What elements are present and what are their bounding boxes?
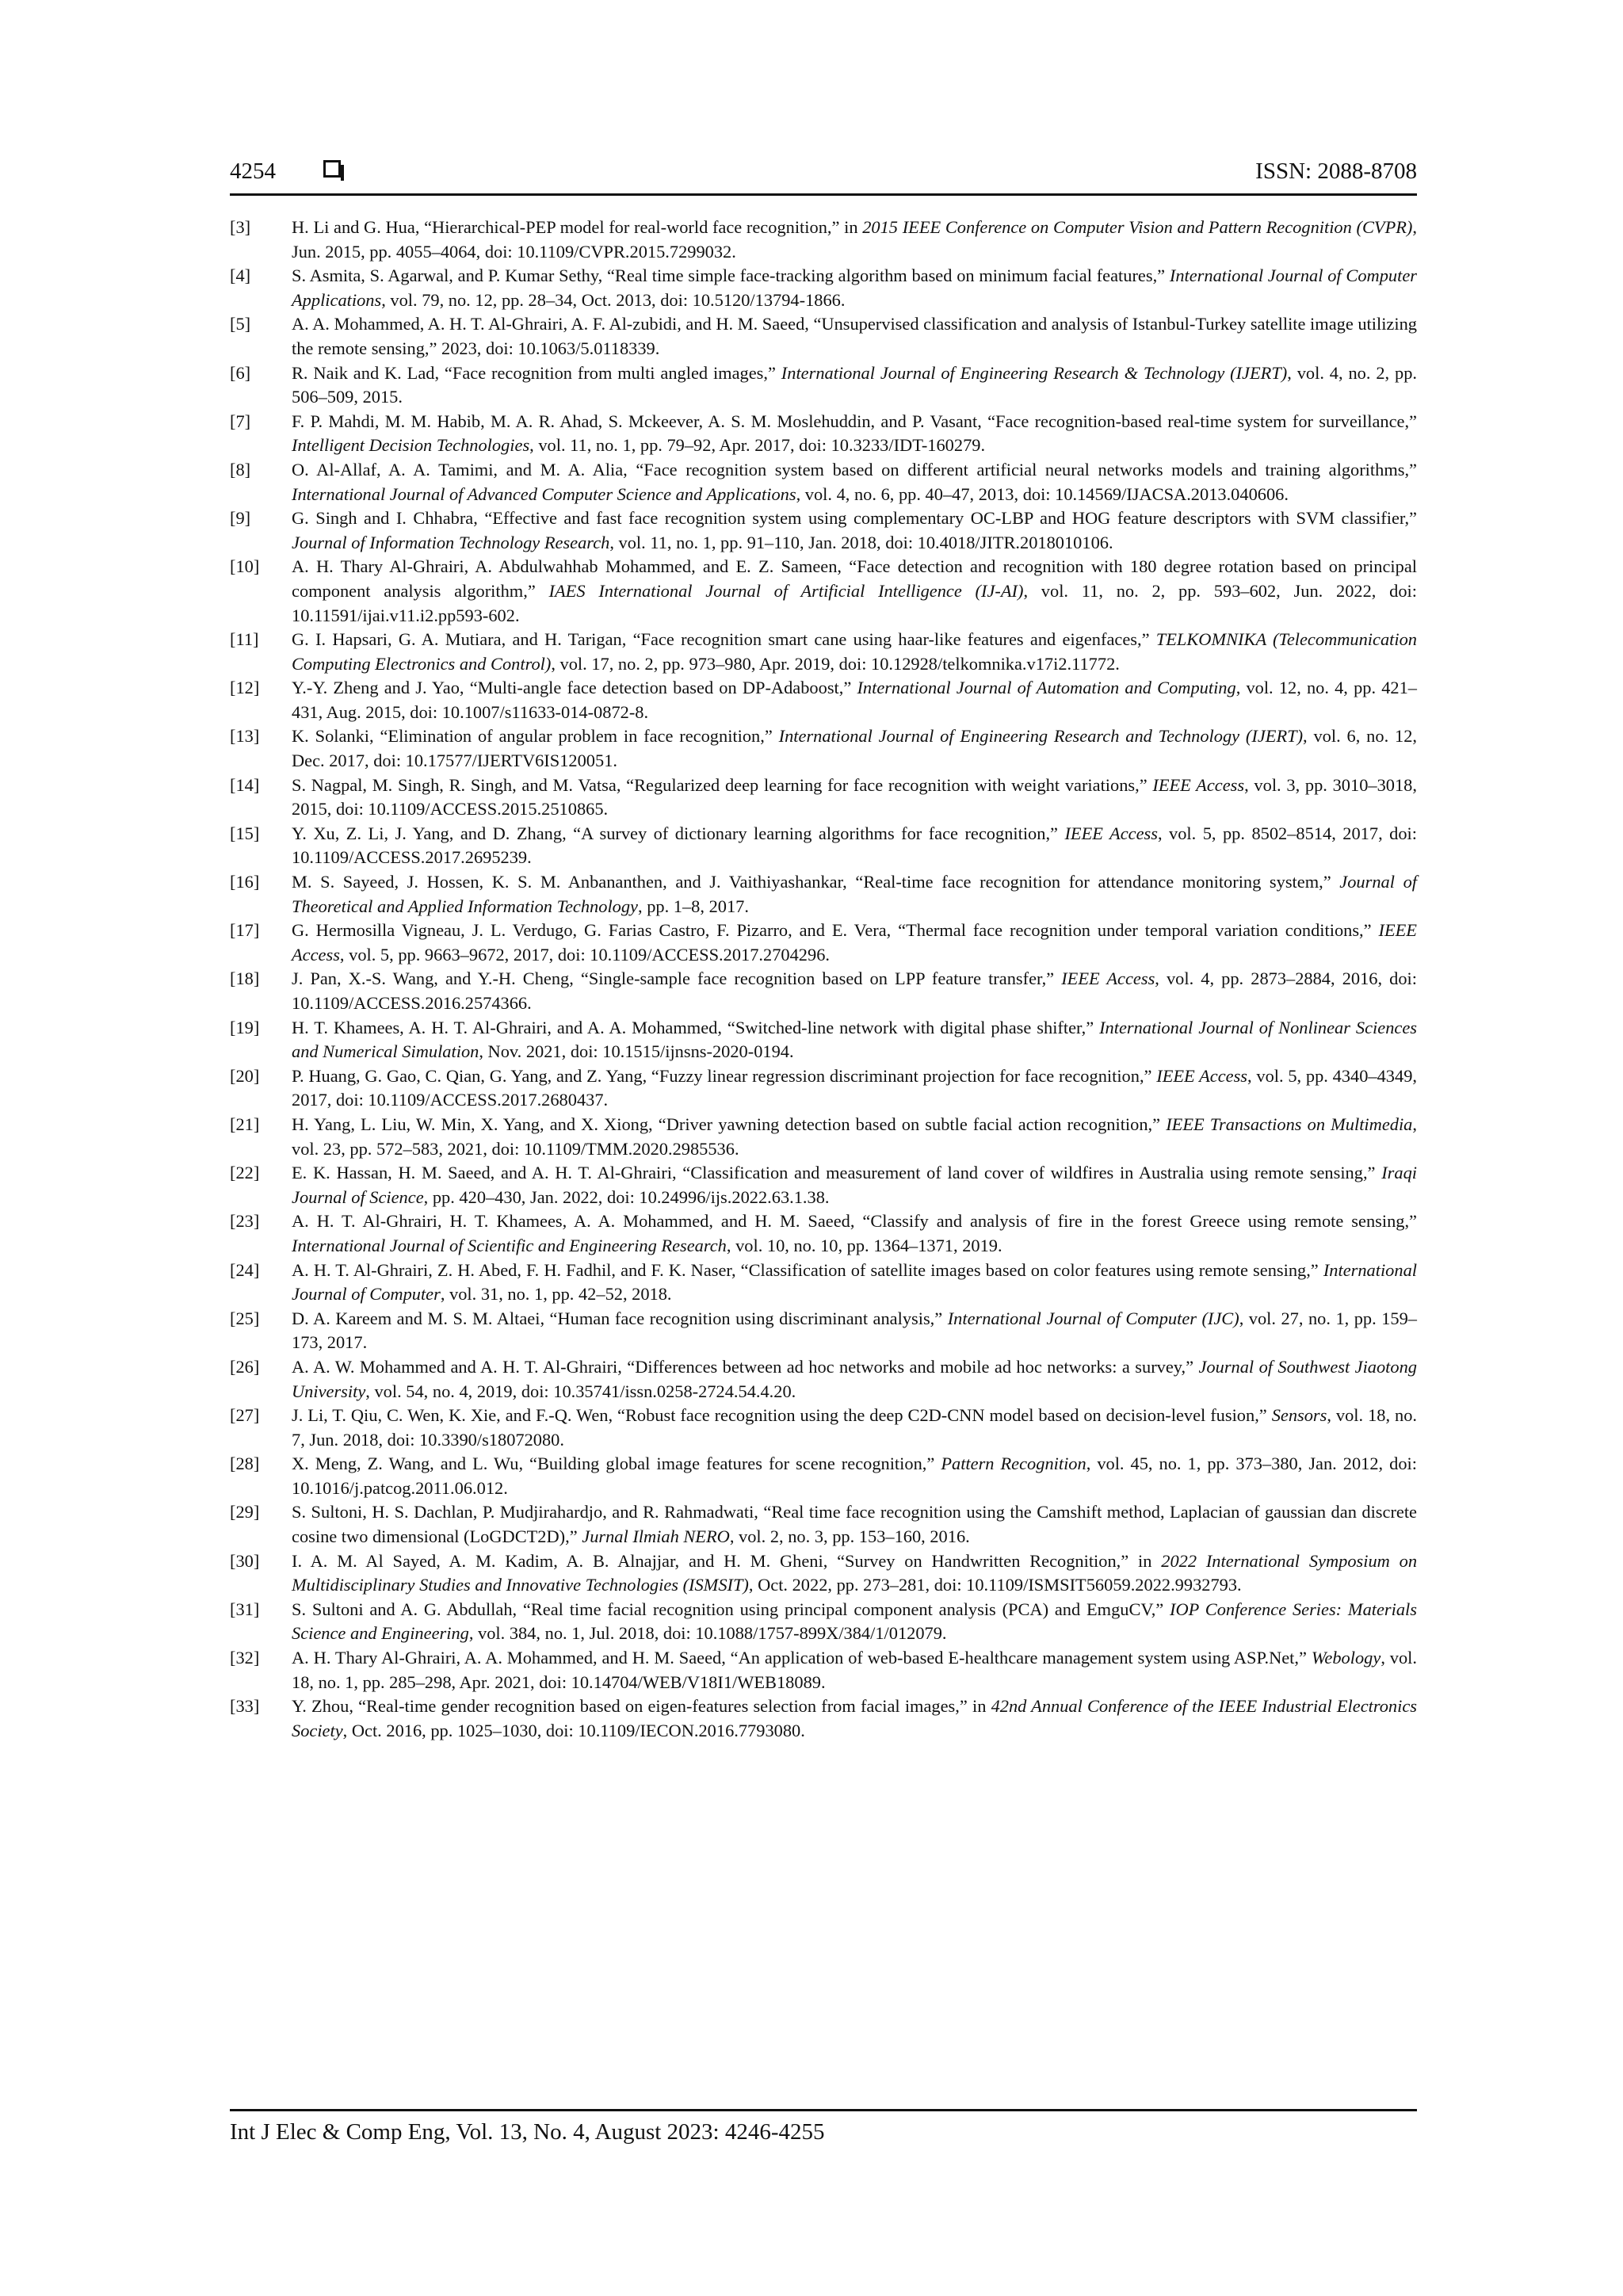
reference-venue: International Journal of Scientific and Engineering Research (292, 1235, 727, 1255)
reference-venue: Pattern Recognition (941, 1454, 1086, 1474)
reference-venue: International Journal of Engineering Research and Technology (IJERT) (778, 726, 1304, 747)
reference-venue: Webology (1311, 1648, 1381, 1668)
reference-segment: H. Li and G. Hua, “Hierarchical-PEP model for real-world face recognition,” in (292, 217, 863, 237)
reference-text (292, 508, 1417, 552)
reference-segment: , vol. 17, no. 2, pp. 973–980, Apr. 2019, doi: 10.12928/telkomnika.v17i2.11772. (551, 653, 1120, 674)
reference-segment: A. A. Mohammed, A. H. T. Al-Ghrairi, A. F. Al-zubidi, and H. M. Saeed, “Unsupervised classification and analysis of Istanbul-Turkey satellite image utilizing the remote sensing,” 2023, doi: 10.1063/5.0118339. (292, 314, 1417, 358)
reference-text (292, 726, 1417, 770)
reference-segment: , vol. 4, no. 6, pp. 40–47, 2013, doi: 10.14569/IJACSA.2013.040606. (796, 483, 1289, 504)
reference-item (230, 967, 1417, 1015)
reference-venue: Iraqi Journal of Science (292, 1163, 1417, 1207)
reference-venue: TELKOMNIKA (Telecommunication Computing Electronics and Control) (292, 629, 1417, 674)
reference-item (230, 628, 1417, 676)
reference-segment: , vol. 79, no. 12, pp. 28–34, Oct. 2013, doi: 10.5120/13794-1866. (381, 289, 846, 310)
reference-segment: M. S. Sayeed, J. Hossen, K. S. M. Anbananthen, and J. Vaithiyashankar, “Real-time face recognition for attendance monitoring system,” (292, 872, 1340, 892)
reference-venue: International Journal of Nonlinear Sciences and Numerical Simulation (292, 1017, 1417, 1062)
reference-item (230, 458, 1417, 506)
reference-number: [14] (230, 774, 260, 795)
reference-number: [5] (230, 314, 251, 334)
reference-venue: International Journal of Engineering Research & Technology (IJERT) (781, 362, 1288, 383)
reference-item (230, 1209, 1417, 1258)
reference-item (230, 1113, 1417, 1161)
reference-segment: H. T. Khamees, A. H. T. Al-Ghrairi, and A. A. Mohammed, “Switched-line network with digital phase shifter,” (292, 1017, 1100, 1037)
reference-number: [11] (230, 629, 259, 650)
reference-venue: IEEE Access (1152, 774, 1245, 795)
reference-segment: F. P. Mahdi, M. M. Habib, M. A. R. Ahad, S. Mckeever, A. S. M. Moslehuddin, and P. Vasant, “Face recognition-based real-time system for surveillance,” (292, 411, 1417, 431)
reference-segment: Y. Xu, Z. Li, J. Yang, and D. Zhang, “A survey of dictionary learning algorithms for face recognition,” (292, 823, 1065, 843)
reference-number: [10] (230, 556, 260, 577)
reference-venue: Intelligent Decision Technologies (292, 435, 530, 456)
reference-item (230, 1404, 1417, 1452)
reference-segment: A. H. Thary Al-Ghrairi, A. Abdulwahhab Mohammed, and E. Z. Sameen, “Face detection and recognition with 180 degree rotation based on principal component analysis algorithm,” (292, 556, 1417, 601)
reference-segment: , vol. 11, no. 2, pp. 593–602, Jun. 2022, doi: 10.11591/ijai.v11.i2.pp593-602. (292, 580, 1417, 625)
reference-number: [27] (230, 1405, 260, 1426)
reference-item (230, 1016, 1417, 1064)
reference-item (230, 1598, 1417, 1646)
reference-segment: , Oct. 2016, pp. 1025–1030, doi: 10.1109/IECON.2016.7793080. (342, 1720, 805, 1740)
reference-segment: , vol. 6, no. 12, Dec. 2017, doi: 10.17577/IJERTV6IS120051. (292, 726, 1417, 771)
reference-segment: , vol. 384, no. 1, Jul. 2018, doi: 10.1088/1757-899X/384/1/012079. (468, 1623, 947, 1644)
reference-segment: D. A. Kareem and M. S. M. Altaei, “Human face recognition using discriminant analysis,” (292, 1308, 948, 1328)
reference-number: [30] (230, 1550, 260, 1571)
reference-number: [20] (230, 1065, 260, 1086)
reference-venue: IOP Conference Series: Materials Science and Engineering (292, 1599, 1417, 1644)
reference-text (292, 411, 1417, 456)
reference-text (292, 1114, 1417, 1159)
reference-number: [6] (230, 362, 251, 383)
reference-number: [16] (230, 872, 260, 892)
reference-venue: IAES International Journal of Artificial Intelligence (IJ-AI) (548, 580, 1024, 601)
reference-number: [29] (230, 1502, 260, 1522)
reference-item (230, 410, 1417, 458)
reference-venue: 42nd Annual Conference of the IEEE Industrial Electronics Society (292, 1696, 1418, 1740)
reference-segment: , Jun. 2015, pp. 4055–4064, doi: 10.1109/CVPR.2015.7299032. (292, 217, 1417, 262)
reference-segment: , vol. 23, pp. 572–583, 2021, doi: 10.1109/TMM.2020.2985536. (292, 1114, 1417, 1159)
reference-item (230, 1452, 1417, 1500)
reference-venue: International Journal of Advanced Computer Science and Applications (292, 483, 796, 504)
reference-segment: J. Li, T. Qiu, C. Wen, K. Xie, and F.-Q. Wen, “Robust face recognition using the deep C2D-CNN model based on decision-level fusion,” (292, 1405, 1272, 1426)
reference-text (292, 968, 1417, 1013)
reference-number: [32] (230, 1648, 260, 1668)
reference-text (292, 678, 1417, 722)
page-footer (230, 2109, 1417, 2148)
reference-venue: Jurnal Ilmiah NERO (582, 1526, 730, 1547)
reference-text (292, 872, 1417, 916)
reference-text (292, 823, 1417, 868)
reference-number: [12] (230, 678, 260, 698)
reference-segment: , vol. 11, no. 1, pp. 79–92, Apr. 2017, doi: 10.3233/IDT-160279. (529, 435, 986, 456)
reference-venue: IEEE Access (1064, 823, 1158, 843)
reference-item (230, 506, 1417, 555)
reference-number: [25] (230, 1308, 260, 1328)
reference-segment: R. Naik and K. Lad, “Face recognition from multi angled images,” (292, 362, 781, 383)
page-number: 4254 (230, 159, 276, 184)
reference-segment: I. A. M. Al Sayed, A. M. Kadim, A. B. Alnajjar, and H. M. Gheni, “Survey on Handwritten Recognition,” in (292, 1550, 1162, 1571)
reference-text (292, 1648, 1417, 1692)
reference-text (292, 775, 1417, 819)
reference-number: [22] (230, 1163, 260, 1183)
reference-item (230, 822, 1417, 870)
reference-segment: G. I. Hapsari, G. A. Mutiara, and H. Tarigan, “Face recognition smart cane using haar-like features and eigenfaces,” (292, 629, 1156, 650)
reference-text (292, 920, 1417, 965)
reference-item (230, 870, 1417, 919)
reference-segment: O. Al-Allaf, A. A. Tamimi, and M. A. Alia, “Face recognition system based on different artificial neural networks models and training algorithms,” (292, 459, 1417, 479)
reference-item (230, 1646, 1417, 1694)
reference-segment: G. Hermosilla Vigneau, J. L. Verdugo, G. Farias Castro, F. Pizarro, and E. Vera, “Thermal face recognition under temporal variation conditions,” (292, 920, 1379, 941)
reference-item (230, 555, 1417, 628)
reference-number: [21] (230, 1114, 260, 1134)
reference-segment: , vol. 45, no. 1, pp. 373–380, Jan. 2012, doi: 10.1016/j.patcog.2011.06.012. (292, 1454, 1417, 1498)
reference-segment: Y. Zhou, “Real-time gender recognition based on eigen-features selection from facial images,” in (292, 1696, 991, 1717)
reference-segment: , vol. 5, pp. 9663–9672, 2017, doi: 10.1109/ACCESS.2017.2704296. (339, 944, 830, 965)
reference-text (292, 314, 1417, 358)
reference-text (292, 1696, 1417, 1740)
reference-segment: , Oct. 2022, pp. 273–281, doi: 10.1109/ISMSIT56059.2022.9932793. (748, 1575, 1242, 1595)
reference-item (230, 1549, 1417, 1598)
reference-segment: S. Nagpal, M. Singh, R. Singh, and M. Vatsa, “Regularized deep learning for face recognition with weight variations,” (292, 774, 1153, 795)
reference-segment: , vol. 4, no. 2, pp. 506–509, 2015. (292, 362, 1417, 407)
reference-segment: Y.-Y. Zheng and J. Yao, “Multi-angle face detection based on DP-Adaboost,” (292, 678, 857, 698)
reference-item (230, 264, 1417, 312)
reference-text (292, 1454, 1417, 1498)
reference-segment: , pp. 420–430, Jan. 2022, doi: 10.24996/ijs.2022.63.1.38. (423, 1186, 830, 1207)
reference-segment: K. Solanki, “Elimination of angular problem in face recognition,” (292, 726, 779, 747)
reference-segment: , vol. 2, no. 3, pp. 153–160, 2016. (729, 1526, 970, 1547)
reference-number: [17] (230, 920, 260, 941)
reference-text (292, 1018, 1417, 1062)
reference-item (230, 361, 1417, 410)
reference-number: [18] (230, 968, 260, 989)
reference-text (292, 1502, 1417, 1546)
reference-segment: S. Asmita, S. Agarwal, and P. Kumar Sethy, “Real time simple face-tracking algorithm based on minimum facial features,” (292, 266, 1170, 286)
reference-list (230, 216, 1417, 1743)
reference-item (230, 1307, 1417, 1355)
reference-text (292, 556, 1417, 625)
reference-text (292, 1357, 1417, 1401)
reference-number: [13] (230, 726, 260, 747)
reference-number: [9] (230, 508, 251, 529)
reference-segment: H. Yang, L. Liu, W. Min, X. Yang, and X. Xiong, “Driver yawning detection based on subtle facial action recognition,” (292, 1114, 1167, 1134)
reference-number: [31] (230, 1599, 260, 1619)
reference-number: [28] (230, 1454, 260, 1474)
reference-venue: IEEE Transactions on Multimedia (1166, 1114, 1413, 1134)
reference-venue: International Journal of Computer (292, 1259, 1417, 1305)
reference-segment: , vol. 31, no. 1, pp. 42–52, 2018. (440, 1284, 672, 1305)
reference-segment: , vol. 10, no. 10, pp. 1364–1371, 2019. (726, 1235, 1002, 1255)
reference-text (292, 1551, 1417, 1595)
reference-number: [15] (230, 823, 260, 843)
reference-segment: , vol. 18, no. 7, Jun. 2018, doi: 10.3390/s18072080. (292, 1405, 1417, 1450)
reference-item (230, 724, 1417, 773)
reference-segment: J. Pan, X.-S. Wang, and Y.-H. Cheng, “Single-sample face recognition based on LPP feature transfer,” (292, 968, 1062, 989)
reference-number: [4] (230, 266, 251, 286)
reference-segment: , pp. 1–8, 2017. (638, 896, 749, 916)
reference-text (292, 363, 1417, 407)
reference-segment: X. Meng, Z. Wang, and L. Wu, “Building global image features for scene recognition,” (292, 1454, 941, 1474)
reference-venue: 2022 International Symposium on Multidisciplinary Studies and Innovative Technologies (ISMSIT) (292, 1550, 1418, 1595)
reference-item (230, 919, 1417, 967)
reference-segment: A. H. T. Al-Ghrairi, Z. H. Abed, F. H. Fadhil, and F. K. Naser, “Classification of satellite images based on color features using remote sensing,” (292, 1259, 1323, 1280)
reference-segment: , Nov. 2021, doi: 10.1515/ijnsns-2020-0194. (479, 1041, 794, 1062)
reference-segment: , vol. 27, no. 1, pp. 159–173, 2017. (292, 1308, 1417, 1353)
reference-text (292, 629, 1417, 674)
reference-segment: , vol. 11, no. 1, pp. 91–110, Jan. 2018, doi: 10.4018/JITR.2018010106. (609, 532, 1113, 552)
reference-segment: , vol. 5, pp. 4340–4349, 2017, doi: 10.1109/ACCESS.2017.2680437. (292, 1065, 1417, 1110)
reference-number: [19] (230, 1017, 260, 1037)
reference-item (230, 312, 1417, 361)
reference-item (230, 774, 1417, 822)
reference-number: [24] (230, 1259, 260, 1280)
reference-number: [23] (230, 1211, 260, 1232)
reference-segment: , vol. 4, pp. 2873–2884, 2016, doi: 10.1109/ACCESS.2016.2574366. (292, 968, 1417, 1013)
reference-text (292, 1260, 1417, 1305)
reference-segment: , vol. 3, pp. 3010–3018, 2015, doi: 10.1109/ACCESS.2015.2510865. (292, 774, 1417, 819)
reference-segment: A. A. W. Mohammed and A. H. T. Al-Ghrairi, “Differences between ad hoc networks and mobile ad hoc networks: a survey,” (292, 1356, 1199, 1377)
reference-venue: International Journal of Computer (IJC) (947, 1308, 1239, 1328)
reference-venue: IEEE Access (1061, 968, 1155, 989)
reference-item (230, 1355, 1417, 1404)
reference-item (230, 1694, 1417, 1743)
issn-label: ISSN: 2088-8708 (1255, 159, 1417, 184)
page-header (230, 155, 1417, 196)
reference-text (292, 1308, 1417, 1353)
reference-segment: S. Sultoni, H. S. Dachlan, P. Mudjirahardjo, and R. Rahmadwati, “Real time face recognition using the Camshift method, Laplacian of gaussian dan discrete cosine two dimensional (LoGDCT2D),” (292, 1502, 1417, 1547)
reference-venue: Journal of Information Technology Research (292, 532, 610, 552)
reference-text (292, 460, 1417, 504)
reference-text (292, 266, 1417, 310)
reference-venue: Journal of Southwest Jiaotong University (292, 1356, 1417, 1401)
reference-venue: International Journal of Automation and Computing (857, 678, 1236, 698)
reference-text (292, 1405, 1417, 1450)
reference-segment: E. K. Hassan, H. M. Saeed, and A. H. T. Al-Ghrairi, “Classification and measurement of land cover of wildfires in Australia using remote sensing,” (292, 1163, 1382, 1183)
reference-item (230, 1161, 1417, 1209)
reference-number: [3] (230, 217, 251, 237)
reference-venue: Journal of Theoretical and Applied Information Technology (292, 872, 1417, 916)
reference-segment: , vol. 12, no. 4, pp. 421–431, Aug. 2015, doi: 10.1007/s11633-014-0872-8. (292, 678, 1417, 722)
reference-segment: A. H. T. Al-Ghrairi, H. T. Khamees, A. A. Mohammed, and H. M. Saeed, “Classify and analysis of fire in the forest Greece using remote sensing,” (292, 1211, 1417, 1232)
reference-venue: 2015 IEEE Conference on Computer Vision and Pattern Recognition (CVPR) (862, 217, 1413, 237)
reference-segment: A. H. Thary Al-Ghrairi, A. A. Mohammed, and H. M. Saeed, “An application of web-based E-healthcare management system using ASP.Net,” (292, 1648, 1312, 1668)
reference-segment: S. Sultoni and A. G. Abdullah, “Real time facial recognition using principal component analysis (PCA) and EmguCV,” (292, 1599, 1170, 1619)
reference-text (292, 1211, 1417, 1255)
reference-text (292, 1066, 1417, 1110)
reference-segment: , vol. 18, no. 1, pp. 285–298, Apr. 2021, doi: 10.14704/WEB/V18I1/WEB18089. (292, 1648, 1418, 1692)
reference-item (230, 1064, 1417, 1113)
reference-venue: International Journal of Computer Applications (292, 266, 1417, 310)
reference-item (230, 1500, 1417, 1549)
reference-segment: , vol. 5, pp. 8502–8514, 2017, doi: 10.1109/ACCESS.2017.2695239. (292, 823, 1417, 868)
reference-number: [8] (230, 459, 251, 479)
journal-footer: Int J Elec & Comp Eng, Vol. 13, No. 4, August 2023: 4246-4255 (230, 2119, 825, 2145)
reference-item (230, 1259, 1417, 1307)
reference-item (230, 676, 1417, 724)
reference-text (292, 1599, 1417, 1644)
reference-number: [26] (230, 1356, 260, 1377)
reference-item (230, 216, 1417, 264)
square-icon (323, 160, 341, 178)
reference-segment: G. Singh and I. Chhabra, “Effective and fast face recognition system using complementary OC-LBP and HOG feature descriptors with SVM classifier,” (292, 508, 1417, 529)
reference-number: [33] (230, 1696, 260, 1717)
reference-number: [7] (230, 411, 251, 431)
reference-venue: IEEE Access (292, 920, 1417, 965)
reference-text (292, 1163, 1417, 1207)
reference-segment: P. Huang, G. Gao, C. Qian, G. Yang, and Z. Yang, “Fuzzy linear regression discriminant projection for face recognition,” (292, 1065, 1157, 1086)
reference-text (292, 217, 1417, 262)
reference-venue: Sensors (1271, 1405, 1327, 1426)
reference-venue: IEEE Access (1156, 1065, 1248, 1086)
reference-segment: , vol. 54, no. 4, 2019, doi: 10.35741/issn.0258-2724.54.4.20. (365, 1381, 796, 1401)
